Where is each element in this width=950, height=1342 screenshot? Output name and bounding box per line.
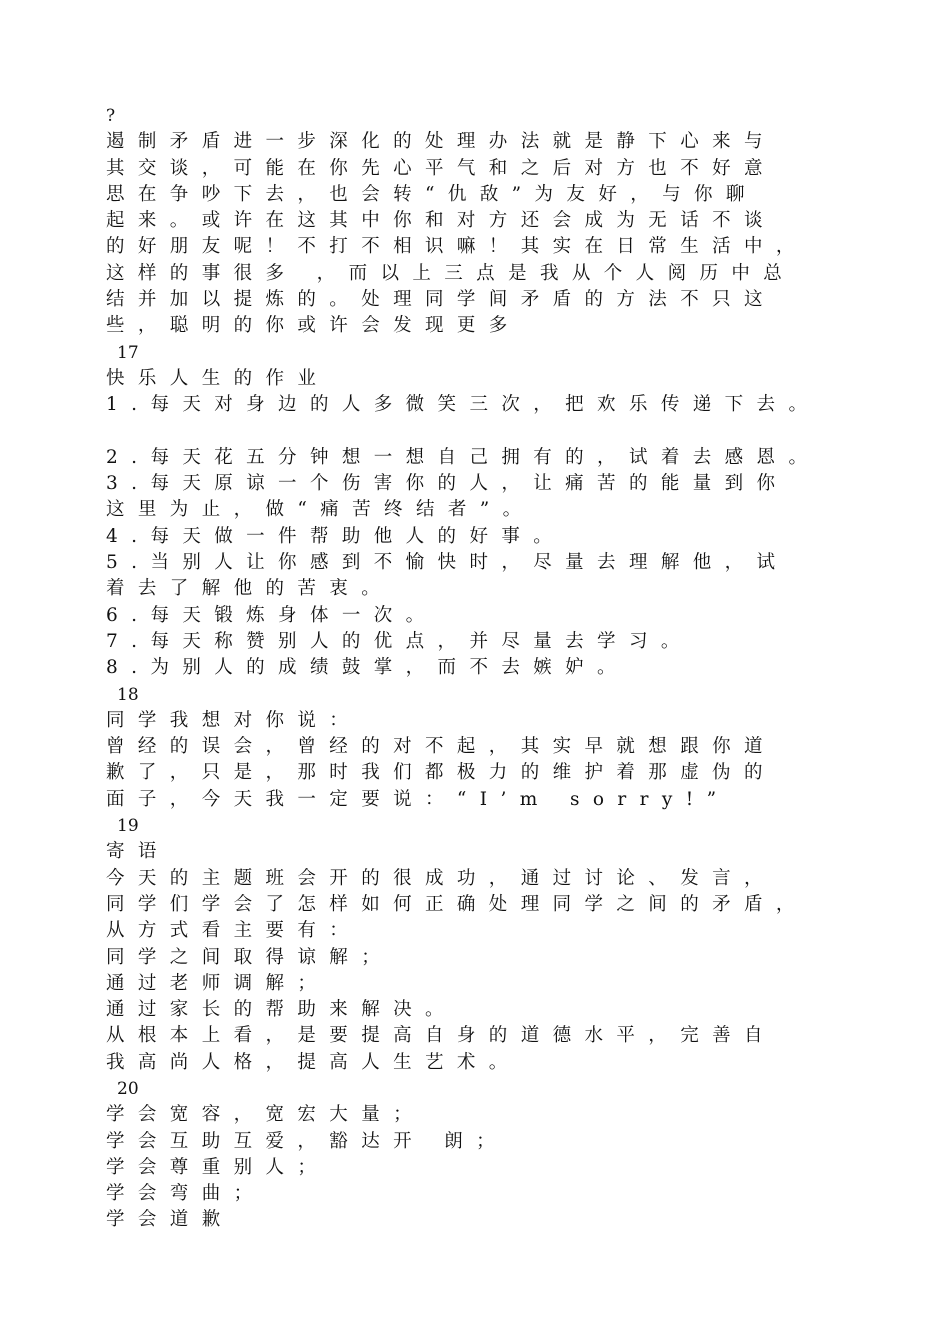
text-line: 学会宽容，宽宏大量； (106, 1104, 426, 1126)
section-number: 19 (117, 816, 139, 837)
text-line: 通过家长的帮助来解决。 (106, 999, 457, 1021)
text-line: 面子，今天我一定要说：“I’m sorry!” (106, 788, 730, 810)
section-number: 20 (117, 1078, 139, 1099)
text-line: 思在争吵下去，也会转“仇敌”为友好，与你聊 (106, 183, 758, 205)
text-line: 今天的主题班会开的很成功，通过讨论、发言， (106, 867, 776, 889)
text-line: ? (106, 106, 116, 126)
text-line: 歉了，只是，那时我们都极力的维护着那虚伪的 (106, 762, 776, 784)
text-line: 从方式看主要有： (106, 920, 362, 942)
list-item: 4.每天做一件帮助他人的好事。 (106, 525, 566, 547)
section-number: 17 (117, 342, 139, 363)
list-item: 3.每天原谅一个伤害你的人，让痛苦的能量到你 (106, 473, 789, 495)
text-line: 同学之间取得谅解； (106, 946, 394, 968)
text-line: 的好朋友呢！不打不相识嘛！其实在日常生活中， (106, 236, 808, 258)
text-line: 我高尚人格，提高人生艺术。 (106, 1051, 521, 1073)
text-line: 些，聪明的你或许会发现更多 (106, 315, 521, 337)
list-item: 7.每天称赞别人的优点，并尽量去学习。 (106, 630, 693, 652)
text-line: 学会尊重别人； (106, 1156, 330, 1178)
text-line: 其交谈，可能在你先心平气和之后对方也不好意 (106, 157, 776, 179)
section-title: 寄语 (106, 841, 170, 863)
text-line: 着去了解他的苦衷。 (106, 578, 394, 600)
text-line: 结并加以提炼的。处理同学间矛盾的方法不只这 (106, 289, 776, 311)
text-line: 同学们学会了怎样如何正确处理同学之间的矛盾， (106, 893, 808, 915)
list-item: 2.每天花五分钟想一想自己拥有的，试着去感恩。 (106, 446, 821, 468)
list-item: 6.每天锻炼身体一次。 (106, 604, 438, 626)
text-line: 通过老师调解； (106, 972, 330, 994)
text-line: 学会弯曲； (106, 1183, 266, 1205)
section-title: 同学我想对你说： (106, 709, 362, 731)
text-line: 遏制矛盾进一步深化的处理办法就是静下心来与 (106, 131, 776, 153)
section-number: 18 (117, 684, 139, 705)
text-line: 这里为止，做“痛苦终结者”。 (106, 499, 535, 521)
text-line: 学会互助互爱，豁达开 朗； (106, 1130, 509, 1152)
text-line: 学会道歉 (106, 1209, 234, 1231)
section-title: 快乐人生的作业 (106, 367, 330, 389)
document-body (106, 103, 886, 1234)
text-line: 从根本上看，是要提高自身的道德水平，完善自 (106, 1025, 776, 1047)
list-item: 8.为别人的成绩鼓掌，而不去嫉妒。 (106, 657, 629, 679)
blank-line (106, 419, 886, 445)
text-line: 曾经的误会，曾经的对不起，其实早就想跟你道 (106, 736, 776, 758)
text-line: 这样的事很多 ，而以上三点是我从个人阅历中总 (106, 262, 796, 284)
list-item: 1.每天对身边的人多微笑三次，把欢乐传递下去。 (106, 394, 821, 416)
list-item: 5.当别人让你感到不愉快时，尽量去理解他，试 (106, 552, 789, 574)
text-line: 起来。或许在这其中你和对方还会成为无话不谈 (106, 210, 776, 232)
